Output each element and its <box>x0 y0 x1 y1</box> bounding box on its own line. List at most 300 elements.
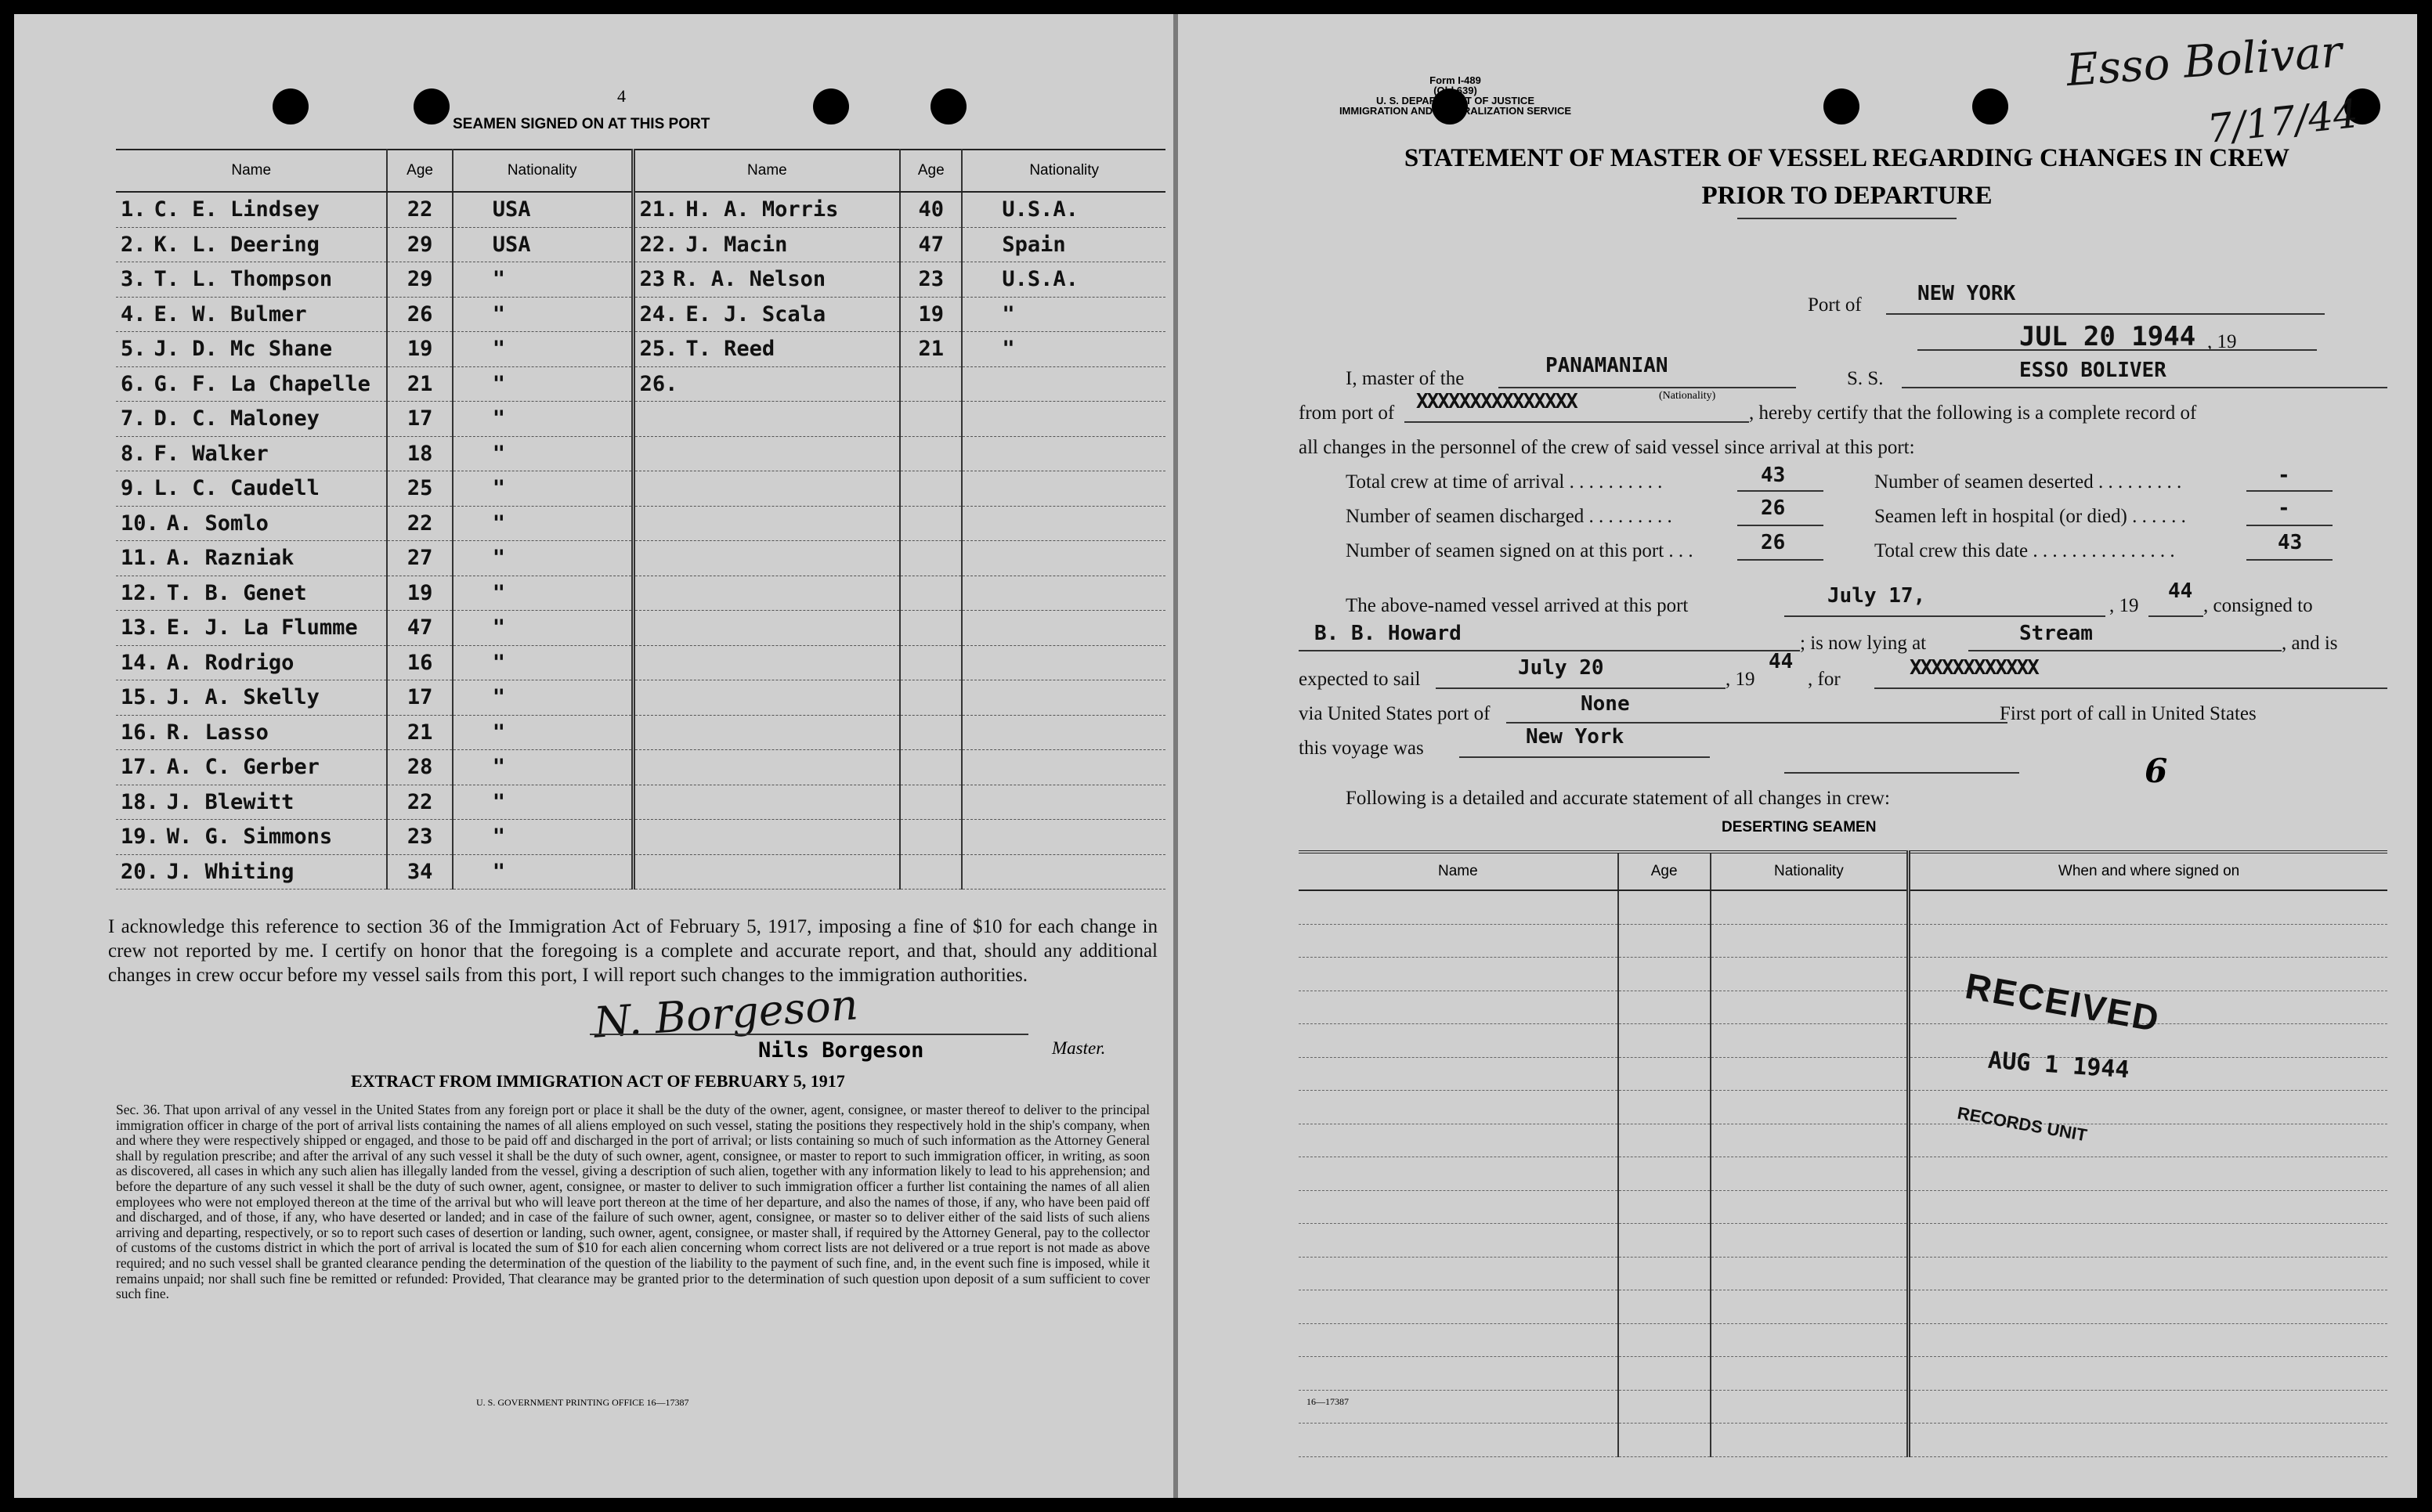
col-header-nationality: Nationality <box>1711 852 1909 890</box>
table-row <box>116 750 1165 785</box>
seaman-age: 23 <box>387 820 452 855</box>
table-row <box>1299 1290 2387 1324</box>
deserter-nationality <box>1711 1124 1909 1157</box>
voyage-label: this voyage was <box>1299 738 1424 759</box>
seaman-nationality: " <box>453 366 633 402</box>
received-date: AUG 1 1944 <box>1986 1046 2130 1084</box>
deserter-age <box>1618 1057 1711 1091</box>
seaman-age: 21 <box>387 366 452 402</box>
col-header-name: Name <box>1299 852 1618 890</box>
deserter-nationality <box>1711 958 1909 991</box>
row-number: 23 <box>639 267 666 292</box>
name-text: G. F. La Chapelle <box>154 371 370 396</box>
deserter-name <box>1299 1124 1618 1157</box>
deserter-nationality <box>1711 1224 1909 1258</box>
vessel-underline <box>1902 387 2387 388</box>
seaman-nationality: " <box>453 611 633 646</box>
handwritten-vessel-name: Esso Bolivar <box>2065 26 2344 97</box>
seaman-name <box>116 541 387 576</box>
lying-label: ; is now lying at <box>1800 633 1927 654</box>
underline <box>1737 559 1823 561</box>
table-row <box>116 366 1165 402</box>
seaman-nationality <box>962 611 1165 646</box>
deserter-age <box>1618 890 1711 924</box>
table-row <box>116 854 1165 890</box>
row-number: 18. <box>121 789 159 814</box>
seaman-name <box>116 645 387 680</box>
seaman-name <box>116 262 387 298</box>
seaman-nationality <box>962 506 1165 541</box>
table-row <box>116 227 1165 262</box>
punch-hole <box>414 88 450 124</box>
seaman-name <box>116 471 387 507</box>
name-text: D. C. Maloney <box>154 406 320 431</box>
name-text: J. Macin <box>685 232 788 257</box>
deserter-name <box>1299 924 1618 958</box>
deserter-name <box>1299 890 1618 924</box>
seaman-name <box>633 332 900 367</box>
deserter-age <box>1618 1124 1711 1157</box>
deserter-name <box>1299 991 1618 1024</box>
row-number: 26. <box>639 371 678 396</box>
expected-year-prefix: , 19 <box>1726 669 1755 690</box>
deserter-age <box>1618 1157 1711 1191</box>
arrived-value: July 17, <box>1827 584 1926 608</box>
underline <box>1737 525 1823 526</box>
seaman-nationality: " <box>962 332 1165 367</box>
following-label: Following is a detailed and accurate statement of all changes in crew: <box>1346 788 1890 809</box>
seaman-age <box>900 854 962 890</box>
table-row <box>116 785 1165 820</box>
port-label: Port of <box>1808 294 1862 316</box>
seaman-name <box>116 192 387 227</box>
underline <box>1784 772 2019 774</box>
row-number: 22. <box>639 232 678 257</box>
seaman-age: 19 <box>900 297 962 332</box>
deserter-age <box>1618 1091 1711 1124</box>
deserter-name <box>1299 1424 1618 1457</box>
service-name: IMMIGRATION AND NATURALIZATION SERVICE <box>1339 105 1572 117</box>
seaman-name <box>633 680 900 716</box>
discharged-label: Number of seamen discharged . . . . . . . . . <box>1346 506 1672 527</box>
underline <box>2246 525 2333 526</box>
underline <box>1459 756 1710 758</box>
consigned-label: , consigned to <box>2203 595 2313 616</box>
document-page <box>14 14 2417 1498</box>
seaman-name <box>116 227 387 262</box>
seaman-nationality <box>962 854 1165 890</box>
seaman-age <box>900 715 962 750</box>
consignee-value: B. B. Howard <box>1314 622 1462 645</box>
table-row <box>1299 1057 2387 1091</box>
seaman-name <box>116 366 387 402</box>
seaman-name <box>116 680 387 716</box>
seaman-name <box>633 366 900 402</box>
deserter-age <box>1618 1357 1711 1391</box>
row-number: 25. <box>639 337 678 362</box>
seaman-age: 29 <box>387 262 452 298</box>
row-number: 19. <box>121 825 159 850</box>
date-underline <box>1917 349 2317 351</box>
underline <box>1737 490 1823 492</box>
discharged-value: 26 <box>1761 496 1786 520</box>
underline <box>1874 687 2387 689</box>
col-header-age: Age <box>387 150 452 192</box>
name-text: T. B. Genet <box>166 580 307 605</box>
seaman-nationality <box>962 576 1165 611</box>
printing-office: U. S. GOVERNMENT PRINTING OFFICE 16—17387 <box>476 1397 689 1408</box>
seaman-name <box>633 506 900 541</box>
name-text: A. Razniak <box>166 546 295 571</box>
row-number: 14. <box>121 650 159 675</box>
seaman-nationality: " <box>453 541 633 576</box>
seaman-nationality <box>962 785 1165 820</box>
deserter-name <box>1299 1290 1618 1324</box>
seaman-nationality: " <box>453 645 633 680</box>
handwritten-six: 6 <box>2145 752 2168 790</box>
deserter-nationality <box>1711 991 1909 1024</box>
for-value: XXXXXXXXXXXX <box>1910 656 2038 680</box>
name-text: R. A. Nelson <box>673 267 826 292</box>
table-row <box>1299 1124 2387 1157</box>
row-number: 20. <box>121 859 159 884</box>
deserter-age <box>1618 958 1711 991</box>
seaman-age <box>900 471 962 507</box>
total-crew-date-label: Total crew this date . . . . . . . . . . . . . . . <box>1874 540 2175 561</box>
seaman-name <box>116 332 387 367</box>
col-header-nationality: Nationality <box>453 150 633 192</box>
table-row <box>1299 890 2387 924</box>
title-line-1: STATEMENT OF MASTER OF VESSEL REGARDING CHANGES IN CREW <box>1404 144 2290 172</box>
table-row <box>116 645 1165 680</box>
table-row <box>1299 1190 2387 1224</box>
seaman-name <box>116 785 387 820</box>
punch-hole <box>931 88 967 124</box>
seaman-age <box>900 680 962 716</box>
name-text: A. Somlo <box>166 511 269 536</box>
seaman-nationality <box>962 366 1165 402</box>
seaman-age: 29 <box>387 227 452 262</box>
deserter-signed-on <box>1909 1424 2387 1457</box>
deserter-age <box>1618 1024 1711 1058</box>
and-is-label: , and is <box>2282 633 2338 654</box>
seaman-name <box>633 436 900 471</box>
name-text: E. J. Scala <box>685 301 826 327</box>
deserter-nationality <box>1711 1024 1909 1058</box>
name-text: R. Lasso <box>166 720 269 745</box>
seaman-nationality: " <box>453 262 633 298</box>
seaman-nationality: U.S.A. <box>962 192 1165 227</box>
deserting-seamen-table <box>1299 850 2387 1457</box>
seaman-age <box>900 366 962 402</box>
seaman-nationality: USA <box>453 192 633 227</box>
deserter-nationality <box>1711 1290 1909 1324</box>
deserter-name <box>1299 1091 1618 1124</box>
seaman-nationality <box>962 471 1165 507</box>
deserter-name <box>1299 1257 1618 1290</box>
deserter-signed-on <box>1909 1057 2387 1091</box>
seaman-nationality: " <box>453 715 633 750</box>
received-stamp: RECEIVED <box>1962 965 2163 1040</box>
seaman-age <box>900 750 962 785</box>
seaman-name <box>116 436 387 471</box>
expected-label: expected to sail <box>1299 669 1421 690</box>
deserter-name <box>1299 1224 1618 1258</box>
table-row <box>1299 1024 2387 1058</box>
seaman-name <box>633 541 900 576</box>
seaman-age: 27 <box>387 541 452 576</box>
seaman-name <box>633 611 900 646</box>
master-signature: N. Borgeson <box>592 980 860 1048</box>
seaman-nationality <box>962 715 1165 750</box>
table-row <box>116 402 1165 437</box>
name-text: F. Walker <box>154 441 269 466</box>
seaman-age <box>900 402 962 437</box>
seaman-age: 23 <box>900 262 962 298</box>
date-stamp: JUL 20 1944 <box>2019 321 2196 352</box>
seaman-nationality: " <box>453 402 633 437</box>
table-row <box>116 611 1165 646</box>
page-number: 4 <box>617 86 626 106</box>
name-text: J. Whiting <box>166 859 295 884</box>
name-text: H. A. Morris <box>685 197 839 222</box>
deserter-nationality <box>1711 1257 1909 1290</box>
underline <box>2148 615 2203 617</box>
total-crew-arrival-label: Total crew at time of arrival . . . . . . . . . . <box>1346 471 1663 493</box>
row-number: 3. <box>121 267 146 292</box>
vessel-value: ESSO BOLIVER <box>2019 359 2166 382</box>
row-number: 12. <box>121 580 159 605</box>
seaman-name <box>633 402 900 437</box>
deserter-age <box>1618 1190 1711 1224</box>
row-number: 7. <box>121 406 146 431</box>
seaman-nationality: USA <box>453 227 633 262</box>
row-number: 5. <box>121 337 146 362</box>
col-header-nationality: Nationality <box>962 150 1165 192</box>
sec36-text: Sec. 36. That upon arrival of any vessel in the United States from any foreign port or place it shall be the duty of the owner, agent, consignee, or master thereof to deliver to the principal immigration officer in charge of the port of arrival lists containing the names of all aliens employed on such vessel, stating the positions they respectively hold in the ship's company, when and where they were respectively shipped or engaged, and those to be paid off and discharged in the port of arrival; or lists containing so much of such information as the Attorney General shall by regulation prescribe; and after the arrival of any such vessel it shall be the duty of such owner, agent, consignee, or master to report to such immigration officer, in writing, as soon as discovered, all cases in which any such alien has illegally landed from the vessel, giving a description of such alien, together with any information likely to lead to his apprehension; and before the departure of any such vessel it shall be the duty of such owner, agent, consignee, or master to deliver to such immigration officer a further list containing the names of all alien employees who were not employed thereon at the time of the arrival but who will leave port thereon at the time of her departure, and also the names of those, if any, who have been paid off and discharged, and of those, if any, who have deserted or landed; and in case of the failure of such owner, agent, consignee, or master so to deliver either of the said lists of such aliens arriving and departing, respectively, or so to report such cases of desertion or landing, such owner, agent, consignee, or master shall, if required by the Attorney General, pay to the collector of customs of the customs district in which the port of arrival is located the sum of $10 for each alien concerning whom correct lists are not delivered or a true report is not made as above required; and no such vessel shall be granted clearance pending the determination of the question of the liability to the payment of such fine, and, in the event such fine is imposed, while it remains unpaid; nor shall such fine be remitted or refunded: Provided, That clearance may be granted prior to the determination of such question upon deposit of a sum sufficient to cover such fine. <box>116 1102 1150 1302</box>
master-of-label: I, master of the <box>1346 368 1465 389</box>
name-text: K. L. Deering <box>154 232 320 257</box>
deserter-signed-on <box>1909 1257 2387 1290</box>
deserter-nationality <box>1711 924 1909 958</box>
title-line-2: PRIOR TO DEPARTURE <box>1701 182 1993 210</box>
deserter-age <box>1618 1390 1711 1424</box>
hospital-label: Seamen left in hospital (or died) . . . . . . <box>1874 506 2186 527</box>
name-text: A. C. Gerber <box>166 755 320 780</box>
underline <box>1784 615 2105 617</box>
table-row <box>116 715 1165 750</box>
seaman-name <box>633 471 900 507</box>
first-port-label: First port of call in United States <box>2000 703 2257 724</box>
deserter-age <box>1618 1424 1711 1457</box>
col-header-name: Name <box>633 150 900 192</box>
table-row <box>1299 1157 2387 1191</box>
table-row <box>1299 1390 2387 1424</box>
seaman-name <box>633 227 900 262</box>
table-row <box>1299 958 2387 991</box>
via-label: via United States port of <box>1299 703 1491 724</box>
table-row <box>1299 991 2387 1024</box>
arrived-year: 44 <box>2168 579 2193 603</box>
name-text: T. L. Thompson <box>154 267 333 292</box>
name-text: J. Blewitt <box>166 789 295 814</box>
deserter-name <box>1299 1190 1618 1224</box>
via-value: None <box>1581 692 1630 716</box>
deserter-signed-on <box>1909 1124 2387 1157</box>
seaman-nationality <box>962 402 1165 437</box>
port-underline <box>1886 313 2325 315</box>
seaman-age: 22 <box>387 785 452 820</box>
underline <box>2246 490 2333 492</box>
table-row <box>116 820 1165 855</box>
seaman-age: 17 <box>387 402 452 437</box>
underline <box>2246 559 2333 561</box>
table-row <box>116 262 1165 298</box>
underline <box>1506 722 2007 724</box>
form-number: Form I-489 <box>1429 74 1481 86</box>
signature-line <box>590 1034 1028 1035</box>
table-row <box>116 680 1165 716</box>
table-row <box>116 471 1165 507</box>
deserter-nationality <box>1711 1424 1909 1457</box>
seaman-nationality <box>962 680 1165 716</box>
deserter-nationality <box>1711 1091 1909 1124</box>
name-text: C. E. Lindsey <box>154 197 320 222</box>
row-number: 9. <box>121 476 146 501</box>
deserter-signed-on <box>1909 1357 2387 1391</box>
table-row <box>116 506 1165 541</box>
seaman-nationality: " <box>453 576 633 611</box>
row-number: 8. <box>121 441 146 466</box>
seaman-name <box>633 192 900 227</box>
deserting-heading: DESERTING SEAMEN <box>1722 819 1877 835</box>
seaman-name <box>633 820 900 855</box>
records-unit-stamp: RECORDS UNIT <box>1956 1102 2089 1146</box>
col-header-age: Age <box>1618 852 1711 890</box>
deserter-nationality <box>1711 890 1909 924</box>
port-value: NEW YORK <box>1917 282 2016 305</box>
certify-text: , hereby certify that the following is a complete record of <box>1749 402 2197 424</box>
deserted-value: - <box>2278 464 2290 487</box>
title-rule <box>1737 218 1957 219</box>
seaman-nationality: " <box>453 750 633 785</box>
table-row <box>116 576 1165 611</box>
deserter-name <box>1299 1357 1618 1391</box>
seaman-nationality: " <box>962 297 1165 332</box>
table-row <box>1299 1357 2387 1391</box>
master-name: Nils Borgeson <box>758 1038 924 1063</box>
deserter-signed-on <box>1909 1157 2387 1191</box>
seaman-nationality: " <box>453 471 633 507</box>
seaman-nationality: " <box>453 820 633 855</box>
underline <box>1299 650 1800 651</box>
total-crew-arrival-value: 43 <box>1761 464 1786 487</box>
deserter-name <box>1299 1024 1618 1058</box>
seaman-age: 47 <box>900 227 962 262</box>
seaman-age: 22 <box>387 506 452 541</box>
master-label: Master. <box>1052 1038 1106 1058</box>
seaman-age: 16 <box>387 645 452 680</box>
seaman-name <box>633 576 900 611</box>
punch-hole <box>273 88 309 124</box>
seaman-age: 17 <box>387 680 452 716</box>
seaman-age <box>900 820 962 855</box>
table-row <box>116 436 1165 471</box>
form-number-bottom: 16—17387 <box>1306 1396 1349 1407</box>
deserter-age <box>1618 924 1711 958</box>
deserter-name <box>1299 1157 1618 1191</box>
seaman-name <box>116 715 387 750</box>
name-text: T. Reed <box>685 337 775 362</box>
deserter-nationality <box>1711 1157 1909 1191</box>
seaman-age <box>900 506 962 541</box>
seaman-age <box>900 576 962 611</box>
deserter-name <box>1299 1057 1618 1091</box>
name-text: J. D. Mc Shane <box>154 337 333 362</box>
name-text: E. W. Bulmer <box>154 301 307 327</box>
form-header <box>1314 75 1596 116</box>
arrived-year-prefix: , 19 <box>2109 595 2139 616</box>
table-row <box>116 297 1165 332</box>
name-text: A. Rodrigo <box>166 650 295 675</box>
extract-title: EXTRACT FROM IMMIGRATION ACT OF FEBRUARY 5, 1917 <box>351 1071 845 1091</box>
changes-text: all changes in the personnel of the crew of said vessel since arrival at this port: <box>1299 437 1915 458</box>
signed-on-value: 26 <box>1761 531 1786 554</box>
col-header-when: When and where signed on <box>1909 852 2387 890</box>
from-port-label: from port of <box>1299 402 1395 424</box>
seaman-age: 40 <box>900 192 962 227</box>
deserter-nationality <box>1711 1323 1909 1357</box>
deserter-signed-on <box>1909 1323 2387 1357</box>
seaman-name <box>116 297 387 332</box>
seaman-age <box>900 436 962 471</box>
seaman-age <box>900 645 962 680</box>
seaman-name <box>116 854 387 890</box>
hospital-value: - <box>2278 496 2290 520</box>
row-number: 17. <box>121 755 159 780</box>
table-row <box>1299 1257 2387 1290</box>
total-crew-date-value: 43 <box>2278 531 2303 554</box>
seaman-nationality: U.S.A. <box>962 262 1165 298</box>
seaman-age <box>900 785 962 820</box>
deserter-signed-on <box>1909 1190 2387 1224</box>
deserter-signed-on <box>1909 924 2387 958</box>
seaman-name <box>116 820 387 855</box>
row-number: 4. <box>121 301 146 327</box>
deserter-nationality <box>1711 1357 1909 1391</box>
seaman-age: 19 <box>387 576 452 611</box>
arrived-label: The above-named vessel arrived at this port <box>1346 595 1689 616</box>
deserter-signed-on <box>1909 890 2387 924</box>
expected-value: July 20 <box>1518 656 1604 680</box>
seaman-nationality <box>962 436 1165 471</box>
seaman-age: 21 <box>387 715 452 750</box>
seaman-nationality: " <box>453 297 633 332</box>
nationality-underline <box>1498 387 1796 388</box>
row-number: 6. <box>121 371 146 396</box>
punch-hole <box>1823 88 1859 124</box>
for-label: , for <box>1808 669 1841 690</box>
seaman-name <box>116 611 387 646</box>
seaman-name <box>116 576 387 611</box>
from-port-underline <box>1404 421 1749 423</box>
seaman-nationality: " <box>453 785 633 820</box>
seaman-name <box>116 506 387 541</box>
underline <box>1968 650 2282 651</box>
deserter-nationality <box>1711 1390 1909 1424</box>
expected-year: 44 <box>1769 650 1794 673</box>
handwritten-date: 7/17/44 <box>2205 91 2361 152</box>
